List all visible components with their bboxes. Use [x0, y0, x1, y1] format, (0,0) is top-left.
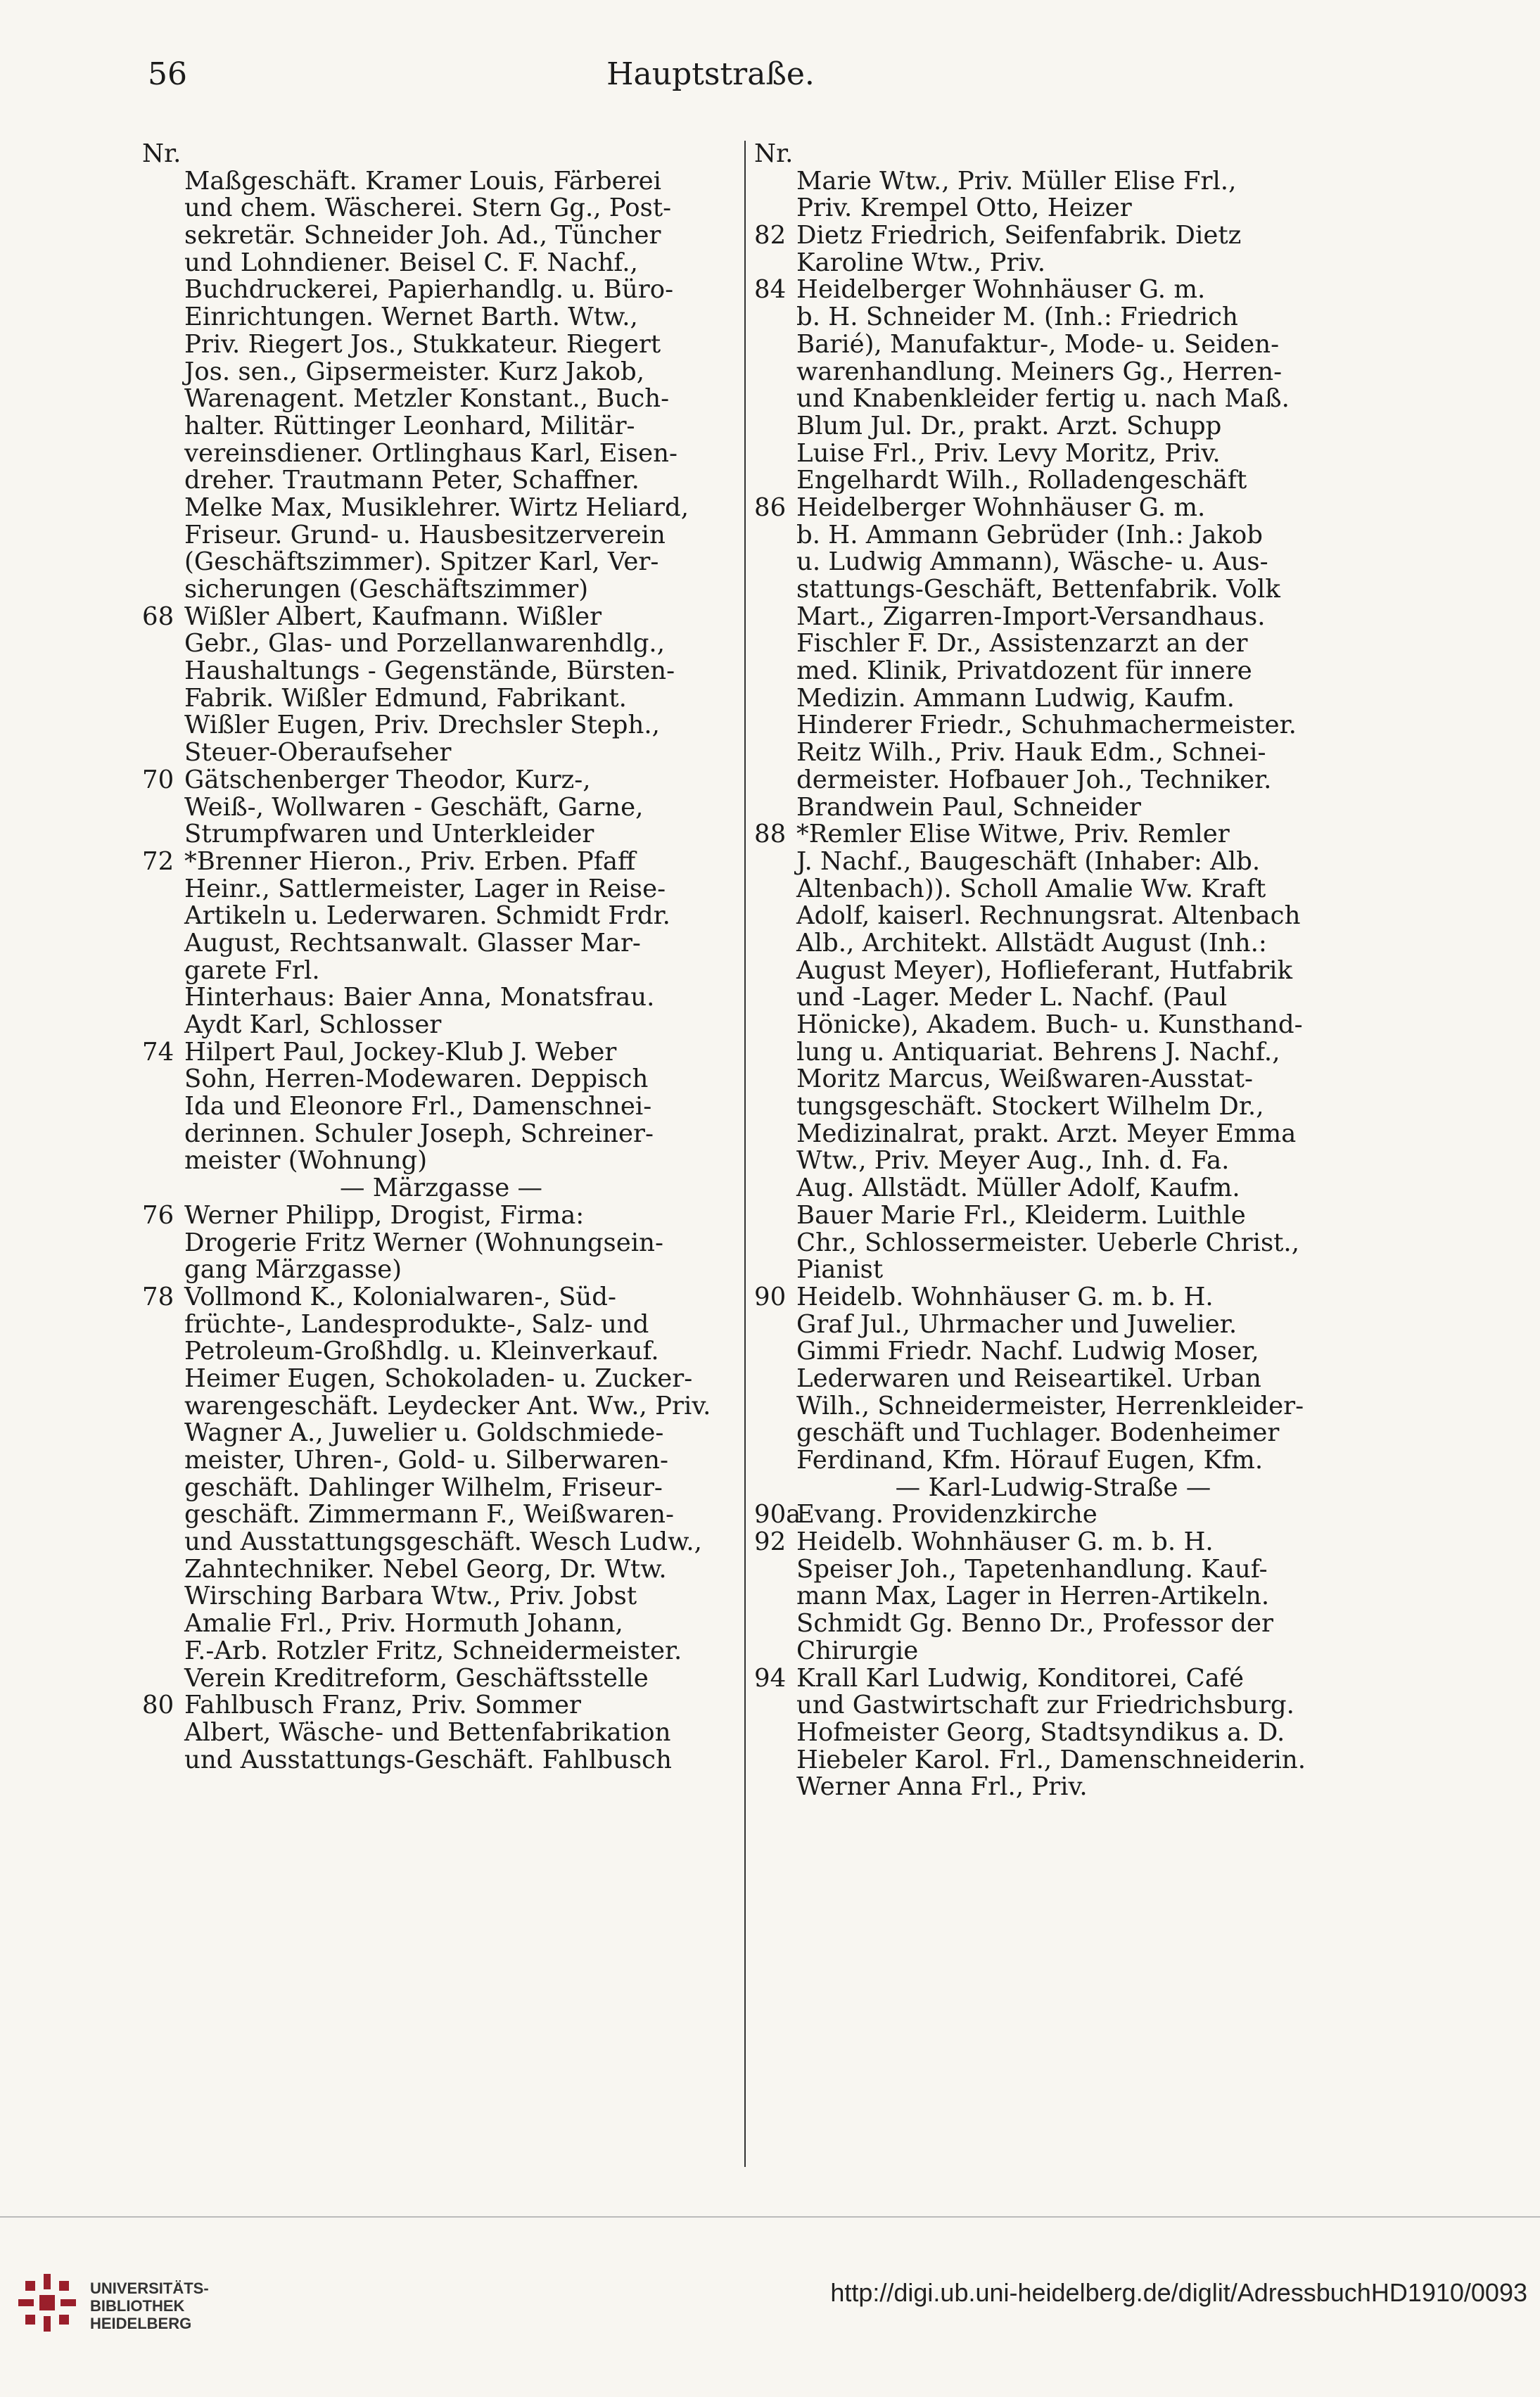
entry-line: Buchdruckerei, Papierhandlg. u. Büro- [184, 275, 674, 305]
entry-line: halter. Rüttinger Leonhard, Militär- [184, 411, 635, 440]
entry-line: Gimmi Friedr. Nachf. Ludwig Moser, [796, 1337, 1259, 1366]
entry-line: und Ausstattungsgeschäft. Wesch Ludw., [184, 1527, 702, 1557]
entry-line: J. Nachf., Baugeschäft (Inhaber: Alb. [796, 846, 1261, 876]
entry-line: lung u. Antiquariat. Behrens J. Nachf., [796, 1037, 1280, 1067]
house-entry [142, 1039, 740, 1067]
entry-line: Gebr., Glas- und Porzellanwarenhdlg., [184, 629, 665, 659]
entry-text: Fahlbusch Franz, Priv. Sommer [184, 1691, 581, 1720]
entry-line: Brandwein Paul, Schneider [796, 792, 1141, 822]
entry-line: b. H. Schneider M. (Inh.: Friedrich [796, 303, 1238, 332]
house-entry [754, 821, 1352, 848]
house-entry [754, 222, 1352, 250]
entry-line: Jos. sen., Gipsermeister. Kurz Jakob, [184, 357, 644, 386]
entry-line: Hinderer Friedr., Schuhmachermeister. [796, 711, 1297, 740]
entry-line: Weiß-, Wollwaren - Geschäft, Garne, [184, 792, 644, 822]
entry-text: Heidelb. Wohnhäuser G. m. b. H. [796, 1282, 1214, 1311]
house-number: 88 [754, 820, 787, 849]
entry-line: Lederwaren und Reiseartikel. Urban [796, 1363, 1261, 1393]
entry-line: b. H. Ammann Gebrüder (Inh.: Jakob [796, 520, 1264, 549]
entry-line: Schmidt Gg. Benno Dr., Professor der [796, 1609, 1274, 1639]
entry-line: Mart., Zigarren-Import-Versandhaus. [796, 602, 1266, 631]
entry-line: gang Märzgasse) [184, 1255, 402, 1285]
library-logo-icon [15, 2271, 79, 2334]
entry-line: derinnen. Schuler Joseph, Schreiner- [184, 1119, 654, 1148]
entry-line: Zahntechniker. Nebel Georg, Dr. Wtw. [184, 1554, 667, 1584]
entry-line: Engelhardt Wilh., Rolladengeschäft [796, 466, 1247, 495]
entry-line: Verein Kreditreform, Geschäftsstelle [184, 1663, 649, 1693]
entry-line: Heinr., Sattlermeister, Lager in Reise- [184, 874, 666, 903]
column-label: Nr. [142, 139, 182, 168]
entry-line: Bauer Marie Frl., Kleiderm. Luithle [796, 1200, 1246, 1230]
house-number: 84 [754, 275, 787, 305]
entry-line: Friseur. Grund- u. Hausbesitzerverein [184, 520, 666, 549]
entry-text: Heidelberger Wohnhäuser G. m. [796, 492, 1206, 522]
entry-line: Wtw., Priv. Meyer Aug., Inh. d. Fa. [796, 1146, 1230, 1176]
house-entry [142, 604, 740, 631]
house-entry [754, 1529, 1352, 1556]
entry-line: Chirurgie [796, 1636, 919, 1665]
house-entry [754, 492, 1352, 522]
entry-line: stattungs-Geschäft, Bettenfabrik. Volk [796, 575, 1280, 604]
house-number: 90 [754, 1282, 787, 1311]
entry-line: Drogerie Fritz Werner (Wohnungsein- [184, 1228, 663, 1257]
entry-line: Pianist [796, 1255, 884, 1285]
entry-line: Graf Jul., Uhrmacher und Juwelier. [796, 1309, 1237, 1339]
entry-line: Wilh., Schneidermeister, Herrenkleider- [796, 1391, 1304, 1420]
entry-text: Gätschenberger Theodor, Kurz-, [184, 765, 591, 794]
entry-text: Hilpert Paul, Jockey-Klub J. Weber [184, 1037, 617, 1067]
entry-line: Alb., Architekt. Allstädt August (Inh.: [796, 928, 1267, 958]
entry-line: geschäft. Dahlinger Wilhelm, Friseur- [184, 1473, 663, 1502]
source-url[interactable]: http://digi.ub.uni-heidelberg.de/diglit/AdressbuchHD1910/0093 [830, 2278, 1527, 2307]
entry-line: Adolf, kaiserl. Rechnungsrat. Altenbach [796, 901, 1301, 931]
entry-line: tungsgeschäft. Stockert Wilhelm Dr., [796, 1092, 1264, 1121]
page-number: 56 [148, 56, 187, 92]
house-number: 74 [142, 1037, 174, 1067]
house-number: 80 [142, 1691, 174, 1720]
entry-line: dermeister. Hofbauer Joh., Techniker. [796, 765, 1272, 794]
entry-line: geschäft. Zimmermann F., Weißwaren- [184, 1500, 675, 1530]
entry-text: *Remler Elise Witwe, Priv. Remler [796, 820, 1230, 849]
entry-line: August Meyer), Hoflieferant, Hutfabrik [796, 955, 1292, 985]
entry-line: u. Ludwig Ammann), Wäsche- u. Aus- [796, 547, 1268, 577]
entry-line: Blum Jul. Dr., prakt. Arzt. Schupp [796, 411, 1222, 440]
house-entry [142, 767, 740, 794]
right-column [754, 141, 1352, 1801]
entry-line: Medizin. Ammann Ludwig, Kaufm. [796, 683, 1235, 713]
entry-line: Moritz Marcus, Weißwaren-Ausstat- [796, 1064, 1254, 1094]
entry-line: garete Frl. [184, 955, 320, 985]
entry-text: *Brenner Hieron., Priv. Erben. Pfaff [184, 846, 636, 876]
entry-text: Heidelb. Wohnhäuser G. m. b. H. [796, 1527, 1214, 1557]
entry-line: Heimer Eugen, Schokoladen- u. Zucker- [184, 1363, 693, 1393]
entry-line: Speiser Joh., Tapetenhandlung. Kauf- [796, 1554, 1268, 1584]
entry-line: mann Max, Lager in Herren-Artikeln. [796, 1582, 1270, 1611]
entry-line: Aug. Allstädt. Müller Adolf, Kaufm. [796, 1174, 1240, 1203]
street-separator: — Märzgasse — [339, 1174, 543, 1203]
house-number: 72 [142, 846, 174, 876]
page-header [148, 56, 1273, 106]
entry-line: Medizinalrat, prakt. Arzt. Meyer Emma [796, 1119, 1297, 1148]
entry-line: Hönicke), Akadem. Buch- u. Kunsthand- [796, 1010, 1303, 1039]
entry-line: Marie Wtw., Priv. Müller Elise Frl., [796, 166, 1237, 196]
house-number: 82 [754, 221, 787, 250]
entry-line: Amalie Frl., Priv. Hormuth Johann, [184, 1609, 623, 1639]
entry-line: Karoline Wtw., Priv. [796, 248, 1046, 277]
entry-line: und Lohndiener. Beisel C. F. Nachf., [184, 248, 638, 277]
column-divider [744, 141, 746, 2167]
entry-line: Reitz Wilh., Priv. Hauk Edm., Schnei- [796, 738, 1266, 768]
entry-line: Steuer-Oberaufseher [184, 738, 452, 768]
entry-line: Wißler Eugen, Priv. Drechsler Steph., [184, 711, 660, 740]
entry-line: sicherungen (Geschäftszimmer) [184, 575, 589, 604]
house-number: 90a [754, 1500, 801, 1530]
entry-line: Priv. Riegert Jos., Stukkateur. Riegert [184, 329, 661, 359]
entry-line: vereinsdiener. Ortlinghaus Karl, Eisen- [184, 438, 678, 468]
entry-line: und -Lager. Meder L. Nachf. (Paul [796, 983, 1228, 1012]
entry-line: Fischler F. Dr., Assistenzarzt an der [796, 629, 1248, 659]
entry-line: Maßgeschäft. Kramer Louis, Färberei [184, 166, 662, 196]
entry-line: med. Klinik, Privatdozent für innere [796, 656, 1252, 686]
entry-line: Haushaltungs - Gegenstände, Bürsten- [184, 656, 675, 686]
entry-line: und chem. Wäscherei. Stern Gg., Post- [184, 193, 672, 223]
entry-line: Petroleum-Großhdlg. u. Kleinverkauf. [184, 1337, 659, 1366]
entry-line: Melke Max, Musiklehrer. Wirtz Heliard, [184, 492, 689, 522]
entry-line: früchte-, Landesprodukte-, Salz- und [184, 1309, 649, 1339]
house-number: 92 [754, 1527, 787, 1557]
entry-line: und Ausstattungs-Geschäft. Fahlbusch [184, 1745, 672, 1774]
entry-line: Barié), Manufaktur-, Mode- u. Seiden- [796, 329, 1280, 359]
entry-text: Evang. Providenzkirche [796, 1500, 1097, 1530]
entry-line: dreher. Trautmann Peter, Schaffner. [184, 466, 639, 495]
entry-line: warengeschäft. Leydecker Ant. Ww., Priv. [184, 1391, 711, 1420]
house-entry [754, 276, 1352, 304]
entry-line: August, Rechtsanwalt. Glasser Mar- [184, 928, 641, 958]
entry-text: Krall Karl Ludwig, Konditorei, Café [796, 1663, 1245, 1693]
entry-line: Luise Frl., Priv. Levy Moritz, Priv. [796, 438, 1221, 468]
entry-line: Hiebeler Karol. Frl., Damenschneiderin. [796, 1745, 1306, 1774]
house-number: 70 [142, 765, 174, 794]
entry-line: Strumpfwaren und Unterkleider [184, 820, 594, 849]
entry-line: F.-Arb. Rotzler Fritz, Schneidermeister. [184, 1636, 682, 1665]
entry-line: und Gastwirtschaft zur Friedrichsburg. [796, 1691, 1294, 1720]
entry-line: (Geschäftszimmer). Spitzer Karl, Ver- [184, 547, 659, 577]
entry-line: Priv. Krempel Otto, Heizer [796, 193, 1132, 223]
house-entry [142, 848, 740, 876]
entry-line: Warenagent. Metzler Konstant., Buch- [184, 384, 670, 414]
page-title: Hauptstraße. [606, 56, 815, 92]
entry-line: Artikeln u. Lederwaren. Schmidt Frdr. [184, 901, 670, 931]
house-number: 86 [754, 492, 787, 522]
house-number: 76 [142, 1200, 174, 1230]
entry-line: geschäft und Tuchlager. Bodenheimer [796, 1418, 1280, 1448]
entry-text: Wißler Albert, Kaufmann. Wißler [184, 602, 602, 631]
house-number: 94 [754, 1663, 787, 1693]
entry-line: Albert, Wäsche- und Bettenfabrikation [184, 1717, 671, 1747]
entry-line: und Knabenkleider fertig u. nach Maß. [796, 384, 1290, 414]
entry-line: Hofmeister Georg, Stadtsyndikus a. D. [796, 1717, 1285, 1747]
entry-line: meister, Uhren-, Gold- u. Silberwaren- [184, 1446, 668, 1475]
entry-line: Ferdinand, Kfm. Hörauf Eugen, Kfm. [796, 1446, 1264, 1475]
house-number: 68 [142, 602, 174, 631]
entry-line: Einrichtungen. Wernet Barth. Wtw., [184, 303, 638, 332]
entry-line: Chr., Schlossermeister. Ueberle Christ., [796, 1228, 1299, 1257]
house-entry [754, 1284, 1352, 1311]
entry-text: Heidelberger Wohnhäuser G. m. [796, 275, 1206, 305]
entry-line: Werner Anna Frl., Priv. [796, 1772, 1088, 1802]
footer-divider [0, 2216, 1540, 2218]
house-entry [754, 1665, 1352, 1693]
entry-line: Hinterhaus: Baier Anna, Monatsfrau. [184, 983, 655, 1012]
entry-text: Werner Philipp, Drogist, Firma: [184, 1200, 585, 1230]
house-entry [754, 1501, 1352, 1529]
entry-line: Wirsching Barbara Wtw., Priv. Jobst [184, 1582, 637, 1611]
entry-line: Wagner A., Juwelier u. Goldschmiede- [184, 1418, 664, 1448]
street-separator: — Karl-Ludwig-Straße — [895, 1473, 1211, 1502]
entry-line: Fabrik. Wißler Edmund, Fabrikant. [184, 683, 627, 713]
left-column [142, 141, 740, 1774]
entry-line: Aydt Karl, Schlosser [184, 1010, 442, 1039]
entry-text: Dietz Friedrich, Seifenfabrik. Dietz [796, 221, 1242, 250]
house-entry [142, 1692, 740, 1719]
house-entry [142, 1202, 740, 1230]
entry-line: Altenbach)). Scholl Amalie Ww. Kraft [796, 874, 1266, 903]
entry-line: Sohn, Herren-Modewaren. Deppisch [184, 1064, 649, 1094]
entry-line: meister (Wohnung) [184, 1146, 428, 1176]
entry-text: Vollmond K., Kolonialwaren-, Süd- [184, 1282, 617, 1311]
entry-line: sekretär. Schneider Joh. Ad., Tüncher [184, 221, 661, 250]
house-entry [142, 1284, 740, 1311]
house-number: 78 [142, 1282, 174, 1311]
entry-line: warenhandlung. Meiners Gg., Herren- [796, 357, 1283, 386]
entry-line: Ida und Eleonore Frl., Damenschnei- [184, 1092, 652, 1121]
column-label: Nr. [754, 139, 794, 168]
library-name: UNIVERSITÄTS- BIBLIOTHEK HEIDELBERG [90, 2280, 209, 2332]
